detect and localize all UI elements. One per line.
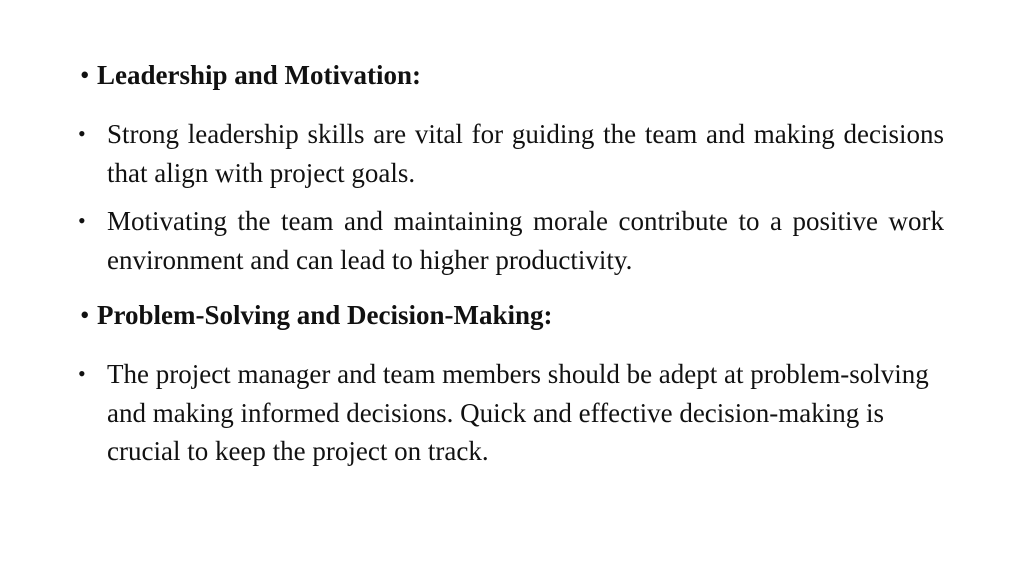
list-item-text: The project manager and team members should be adept at problem-solving and making informed decisions. Quick and effective decision-making is crucial to keep the project on track. bbox=[107, 359, 929, 466]
list-item bbox=[78, 355, 944, 471]
list-item bbox=[78, 202, 944, 279]
section-heading-text: Problem-Solving and Decision-Making: bbox=[97, 300, 553, 330]
heading-bullet-icon: • bbox=[80, 300, 90, 330]
section-heading-text: Leadership and Motivation: bbox=[97, 60, 422, 90]
bullet-icon: • bbox=[78, 208, 86, 233]
section-heading-problem-solving bbox=[80, 299, 553, 331]
heading-bullet-icon: • bbox=[80, 60, 90, 90]
list-item bbox=[78, 115, 944, 192]
bullet-icon: • bbox=[78, 121, 86, 146]
section-heading-leadership bbox=[80, 59, 421, 91]
list-item-text: Strong leadership skills are vital for guiding the team and making decisions that align with project goals. bbox=[107, 119, 944, 188]
list-item-text: Motivating the team and maintaining morale contribute to a positive work environment and can lead to higher productivity. bbox=[107, 206, 944, 275]
bullet-icon: • bbox=[78, 361, 86, 386]
